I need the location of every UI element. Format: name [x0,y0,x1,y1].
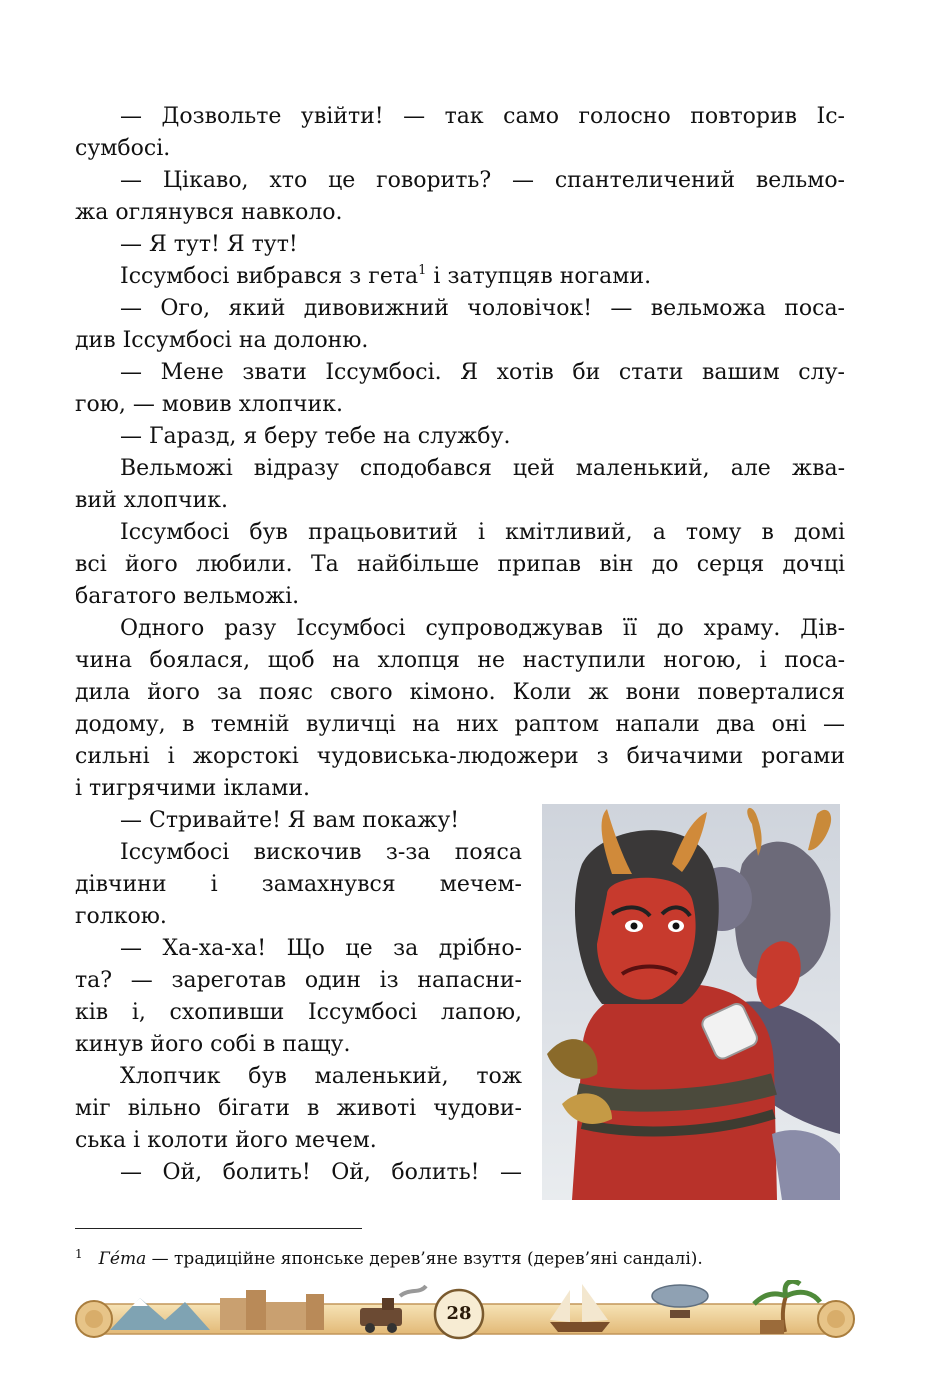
text-line: — Стривайте! Я вам покажу! [120,808,460,833]
footnote-marker: 1 [418,263,427,278]
text-line: Одного разу Іссумбосі супроводжував її до храму. Дів- [120,616,845,641]
text-line: Іссумбосі був працьовитий і кмітливий, а тому в домі [120,520,845,545]
text-line: міг вільно бігати в животі чудови- [75,1096,522,1121]
oni-illustration-icon [542,804,840,1200]
text-line: сильні і жорстокі чудовиська-людожери з бичачими рогами [75,744,845,769]
footnote [75,1242,865,1271]
text-line: — Цікаво, хто це говорить? — спантеличений вельмо- [120,168,845,193]
text-line [75,262,845,292]
text-line: — Ой, болить! Ой, болить! — [120,1160,522,1185]
text-line: — Гаразд, я беру тебе на службу. [120,424,511,449]
text-line: дила його за пояс свого кімоно. Коли ж вони поверталися [75,680,845,705]
text-line: Хлопчик був маленький, тож [120,1064,522,1089]
text-line: ська і колоти його мечем. [75,1128,377,1153]
text-line: — Ого, який дивовижний чоловічок! — вельможа поса- [120,296,845,321]
text-line: голкою. [75,904,167,929]
text-line: див Іссумбосі на долоню. [75,328,369,353]
text-line: — Я тут! Я тут! [120,232,298,257]
text-line: багатого вельможі. [75,584,300,609]
text-line: Вельможі відразу сподобався цей маленький, але жва- [120,456,845,481]
text-line: сумбосі. [75,136,171,161]
text-line: чина боялася, щоб на хлопця не наступили ногою, і поса- [75,648,845,673]
text-line: гою, — мовив хлопчик. [75,392,343,417]
text-line: дівчини і замахнувся мечем- [75,872,522,897]
footnote-divider [75,1228,362,1229]
text-line: Іссумбосі вискочив з-за пояса [120,840,522,865]
page-number: 28 [446,1303,472,1324]
text-line: жа оглянувся навколо. [75,200,343,225]
text-line: — Дозвольте увійти! — так само голосно повторив Іс- [120,104,845,129]
text-line: — Ха-ха-ха! Що це за дрібно- [120,936,522,961]
text-line: та? — зареготав один із напасни- [75,968,522,993]
text-fragment: і затупцяв ногами. [433,264,652,289]
text-line: і тигрячими іклами. [75,776,310,801]
text-line: кинув його собі в пащу. [75,1032,351,1057]
text-line: вий хлопчик. [75,488,228,513]
text-line: ків і, схопивши Іссумбосі лапою, [75,1000,522,1025]
footnote-term: Ге́та [98,1249,147,1269]
text-line: — Мене звати Іссумбосі. Я хотів би стати вашим слу- [120,360,845,385]
text-line: всі його любили. Та найбільше припав він до серця дочці [75,552,845,577]
footnote-definition: — традиційне японське дерев’яне взуття (дерев’яні сандалі). [146,1249,703,1269]
footnote-number: 1 [75,1247,83,1261]
oni-illustration [542,804,840,1200]
text-line: додому, в темній вуличці на них раптом напали два оні — [75,712,845,737]
text-fragment: Іссумбосі вибрався з гета [120,264,419,289]
